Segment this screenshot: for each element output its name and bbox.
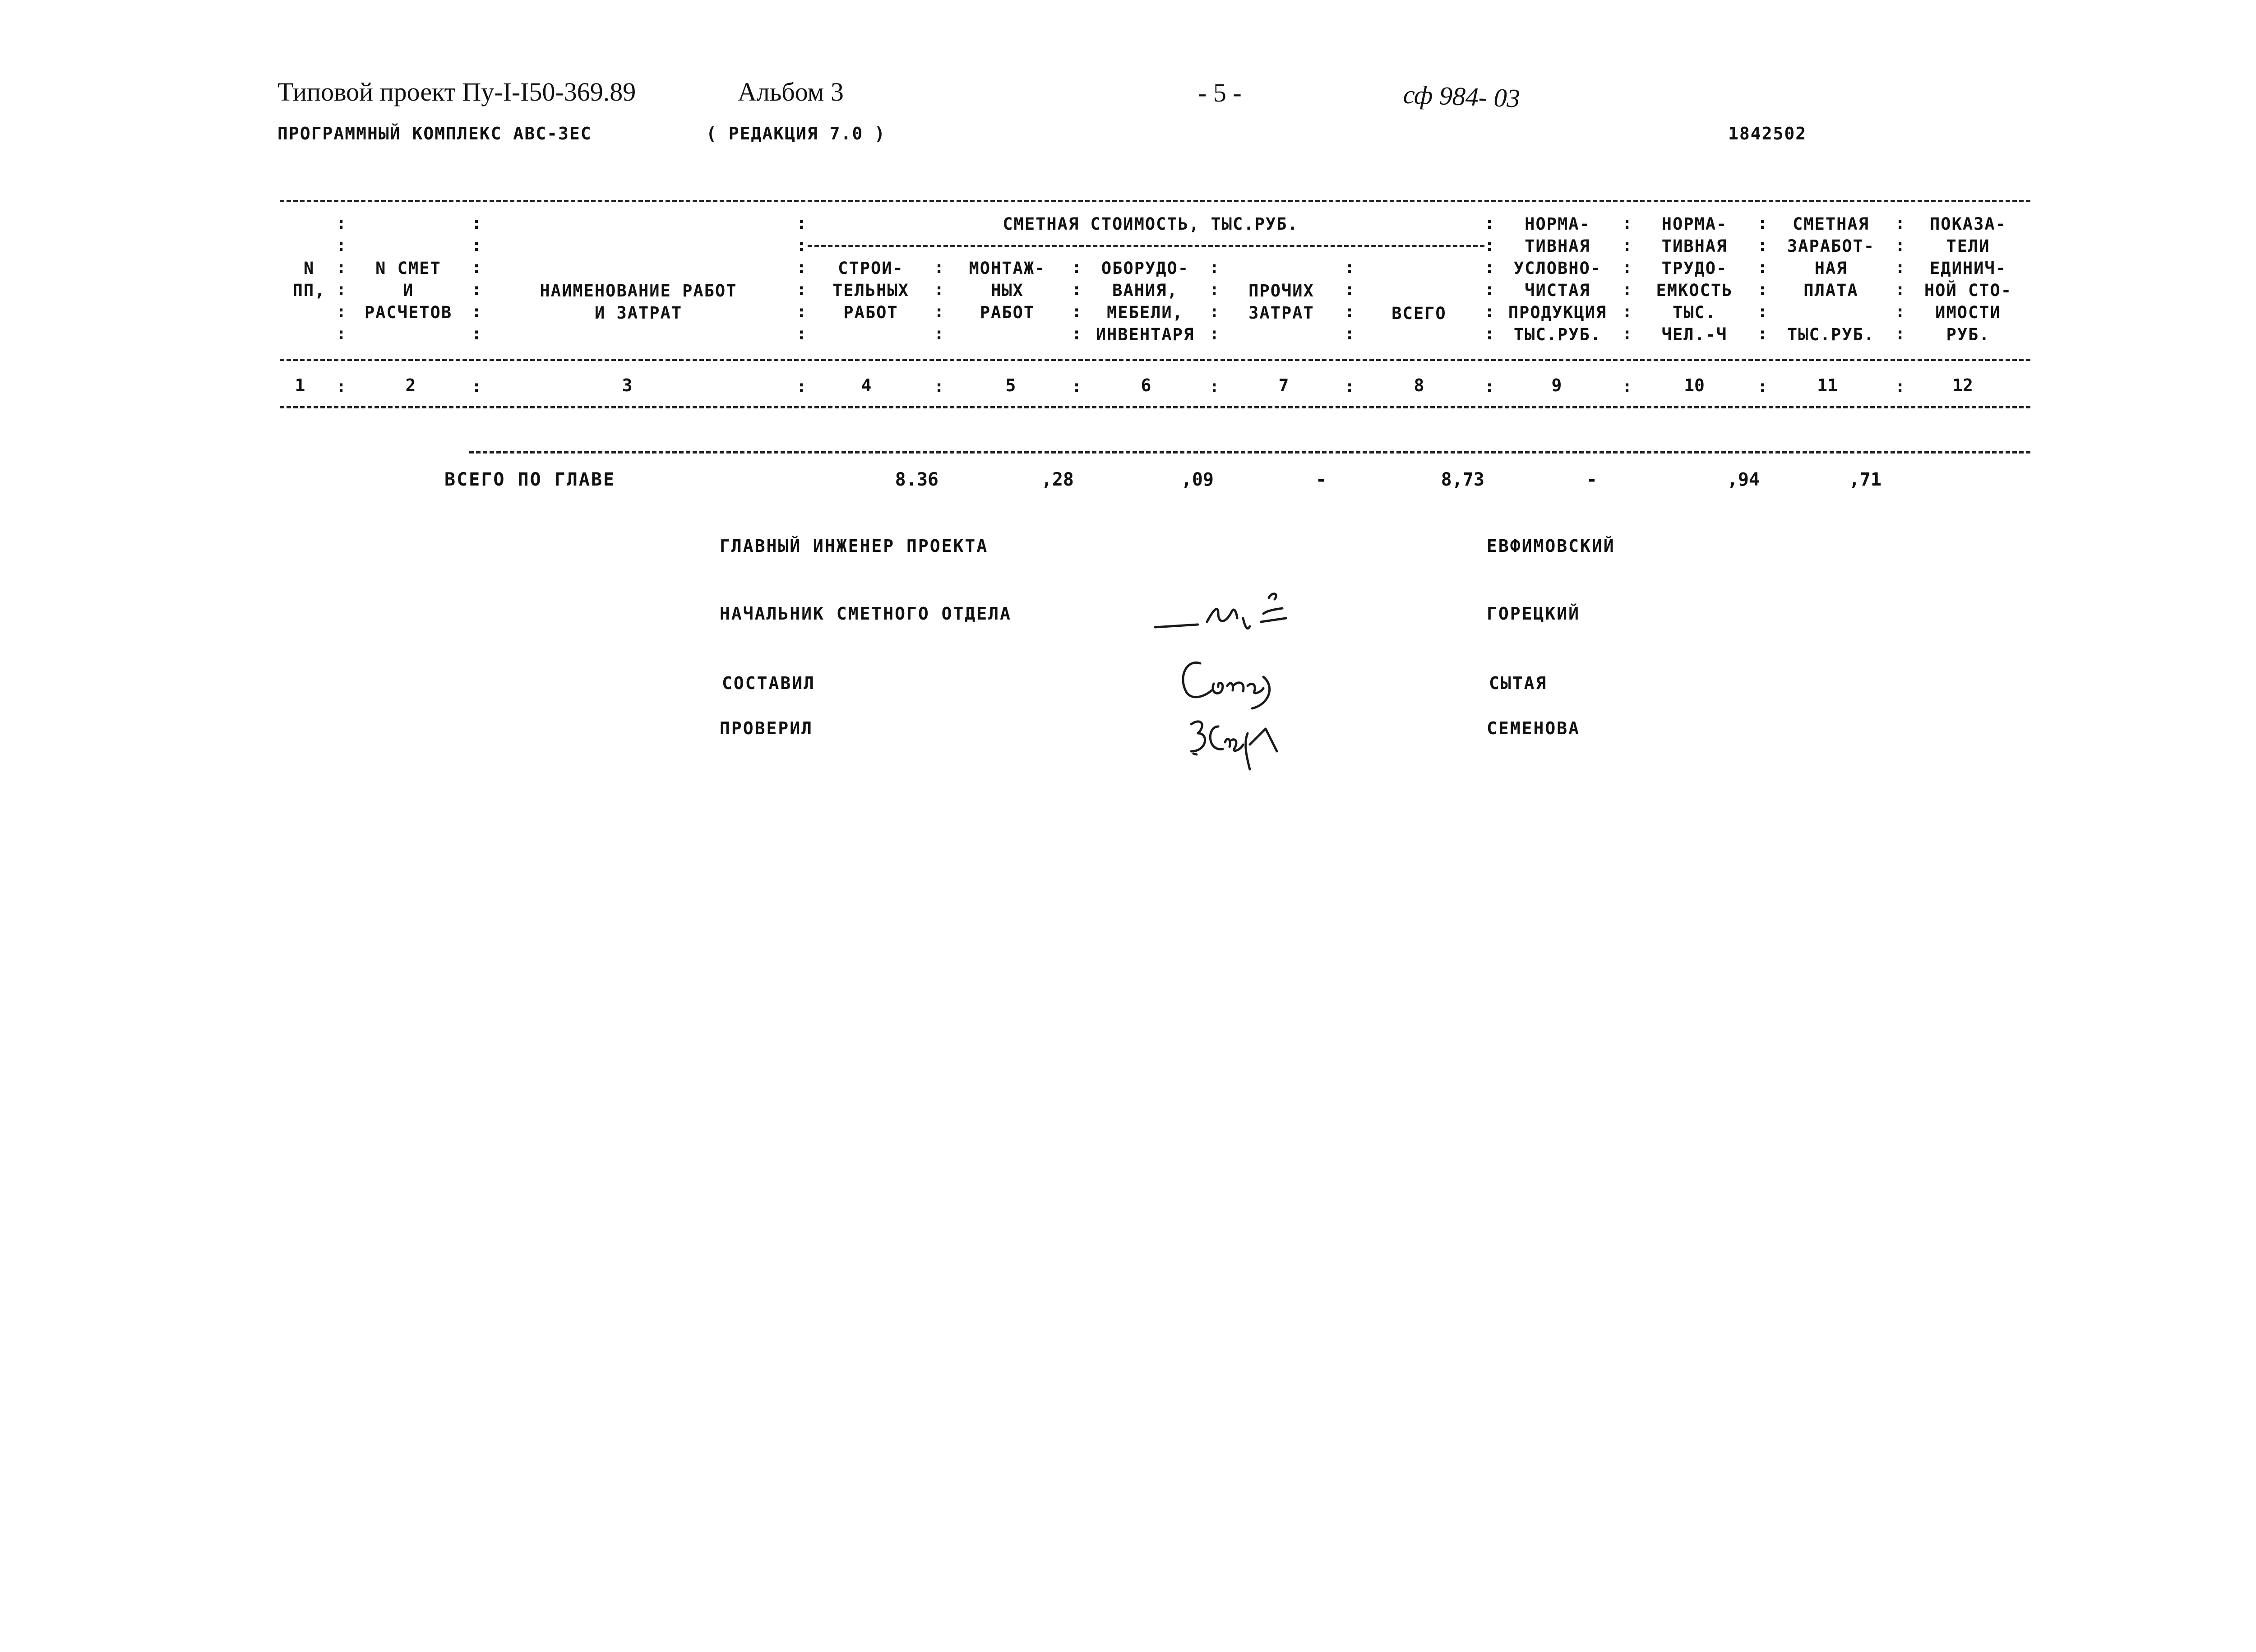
page-number: - 5 - — [1198, 78, 1242, 107]
column-header-7: ПРОЧИХ ЗАТРАТ — [1248, 281, 1314, 323]
column-number: 10 — [1684, 375, 1705, 395]
document-number: 1842502 — [1728, 124, 1807, 143]
col-separator: : — [336, 377, 347, 396]
col-separator: : — [1484, 377, 1495, 396]
total-wages: ,71 — [1849, 469, 1882, 490]
signature-name-head-of-department: ГОРЕЦКИЙ — [1487, 604, 1581, 624]
column-number: 12 — [1952, 375, 1973, 395]
total-construction: 8.36 — [895, 469, 938, 490]
column-number: 9 — [1551, 375, 1562, 395]
signature-role-compiled-by: СОСТАВИЛ — [722, 673, 816, 693]
handwritten-signature-checked — [1182, 708, 1327, 772]
column-header-12: ПОКАЗА- ТЕЛИ ЕДИНИЧ- НОЙ СТО- ИМОСТИ РУБ. — [1924, 214, 2012, 344]
cost-group-rule — [808, 245, 1484, 247]
edition-label: ( РЕДАКЦИЯ 7.0 ) — [706, 124, 886, 143]
col-separator: : : : : — [934, 258, 944, 343]
signature-role-head-of-department: НАЧАЛЬНИК СМЕТНОГО ОТДЕЛА — [720, 604, 1012, 624]
col-separator: : — [1345, 377, 1355, 396]
numbers-bottom-rule — [280, 406, 2030, 408]
col-separator: : : : : : : — [1484, 213, 1495, 343]
column-header-4: СТРОИ- ТЕЛЬНЫХ РАБОТ — [832, 259, 909, 322]
column-number: 5 — [1005, 375, 1016, 395]
program-line: ПРОГРАММНЫЙ КОМПЛЕКС АВС-3ЕС — [277, 124, 592, 143]
col-separator: : : : : : : — [796, 213, 807, 343]
total-installation: ,28 — [1041, 469, 1074, 490]
column-header-2: N СМЕТ И РАСЧЕТОВ — [364, 259, 453, 322]
signature-role-checked-by: ПРОВЕРИЛ — [720, 718, 814, 738]
column-header-5: МОНТАЖ- НЫХ РАБОТ — [969, 259, 1046, 322]
totals-top-rule — [469, 451, 2030, 453]
total-other: - — [1315, 469, 1327, 490]
col-separator: : — [1895, 377, 1905, 396]
column-number: 3 — [622, 375, 633, 395]
total-labor: ,94 — [1727, 469, 1760, 490]
col-separator: : : : : — [1209, 258, 1220, 343]
col-separator: : : : : : : — [1757, 213, 1768, 343]
totals-label: ВСЕГО ПО ГЛАВЕ — [444, 469, 616, 490]
col-separator: : — [1072, 377, 1082, 396]
col-separator: : : : : — [1345, 258, 1355, 343]
column-number: 6 — [1141, 375, 1151, 395]
column-number: 7 — [1278, 375, 1289, 395]
table-top-rule — [280, 200, 2030, 202]
signature-role-chief-engineer: ГЛАВНЫЙ ИНЖЕНЕР ПРОЕКТА — [720, 536, 989, 556]
column-number: 1 — [295, 375, 305, 395]
handwritten-signature-compiled — [1173, 650, 1318, 713]
total-equipment: ,09 — [1181, 469, 1214, 490]
total-net-output: - — [1586, 469, 1597, 490]
handwritten-signature-head — [1151, 587, 1340, 645]
col-separator: : : : : : : — [336, 213, 347, 343]
column-header-3: НАИМЕНОВАНИЕ РАБОТ И ЗАТРАТ — [540, 281, 737, 323]
signature-name-chief-engineer: ЕВФИМОВСКИЙ — [1487, 536, 1615, 556]
col-separator: : : : : : : — [1622, 213, 1632, 343]
col-separator: : : : : : : — [1895, 213, 1905, 343]
column-header-11: СМЕТНАЯ ЗАРАБОТ- НАЯ ПЛАТА ТЫС.РУБ. — [1787, 214, 1875, 344]
col-separator: : — [1209, 377, 1220, 396]
column-number: 4 — [861, 375, 872, 395]
col-separator: : — [934, 377, 944, 396]
signature-name-checked-by: СЕМЕНОВА — [1487, 718, 1581, 738]
col-separator: : : : : : : — [472, 213, 482, 343]
handwritten-code: сф 984- 03 — [1402, 79, 1521, 113]
column-header-6: ОБОРУДО- ВАНИЯ, МЕБЕЛИ, ИНВЕНТАРЯ — [1096, 259, 1195, 344]
album-label: Альбом 3 — [738, 77, 844, 106]
column-number: 11 — [1817, 375, 1838, 395]
col-separator: : : : : — [1072, 258, 1082, 343]
column-header-1: N ПП, — [292, 259, 326, 300]
header-bottom-rule — [280, 359, 2030, 361]
column-header-8: ВСЕГО — [1392, 304, 1447, 323]
column-number: 2 — [405, 375, 416, 395]
column-header-10: НОРМА- ТИВНАЯ ТРУДО- ЕМКОСТЬ ТЫС. ЧЕЛ.-Ч — [1656, 214, 1733, 344]
col-separator: : — [1622, 377, 1632, 396]
signature-name-compiled-by: СЫТАЯ — [1489, 673, 1548, 693]
total-all: 8,73 — [1441, 469, 1484, 490]
cost-group-header: СМЕТНАЯ СТОИМОСТЬ, ТЫС.РУБ. — [1003, 214, 1299, 234]
column-header-9: НОРМА- ТИВНАЯ УСЛОВНО- ЧИСТАЯ ПРОДУКЦИЯ ТЫС.РУБ. — [1508, 214, 1607, 344]
col-separator: : — [472, 377, 482, 396]
col-separator: : — [1757, 377, 1768, 396]
column-number: 8 — [1414, 375, 1424, 395]
col-separator: : — [796, 377, 807, 396]
project-title: Типовой проект Пу-I-I50-369.89 — [277, 77, 636, 106]
